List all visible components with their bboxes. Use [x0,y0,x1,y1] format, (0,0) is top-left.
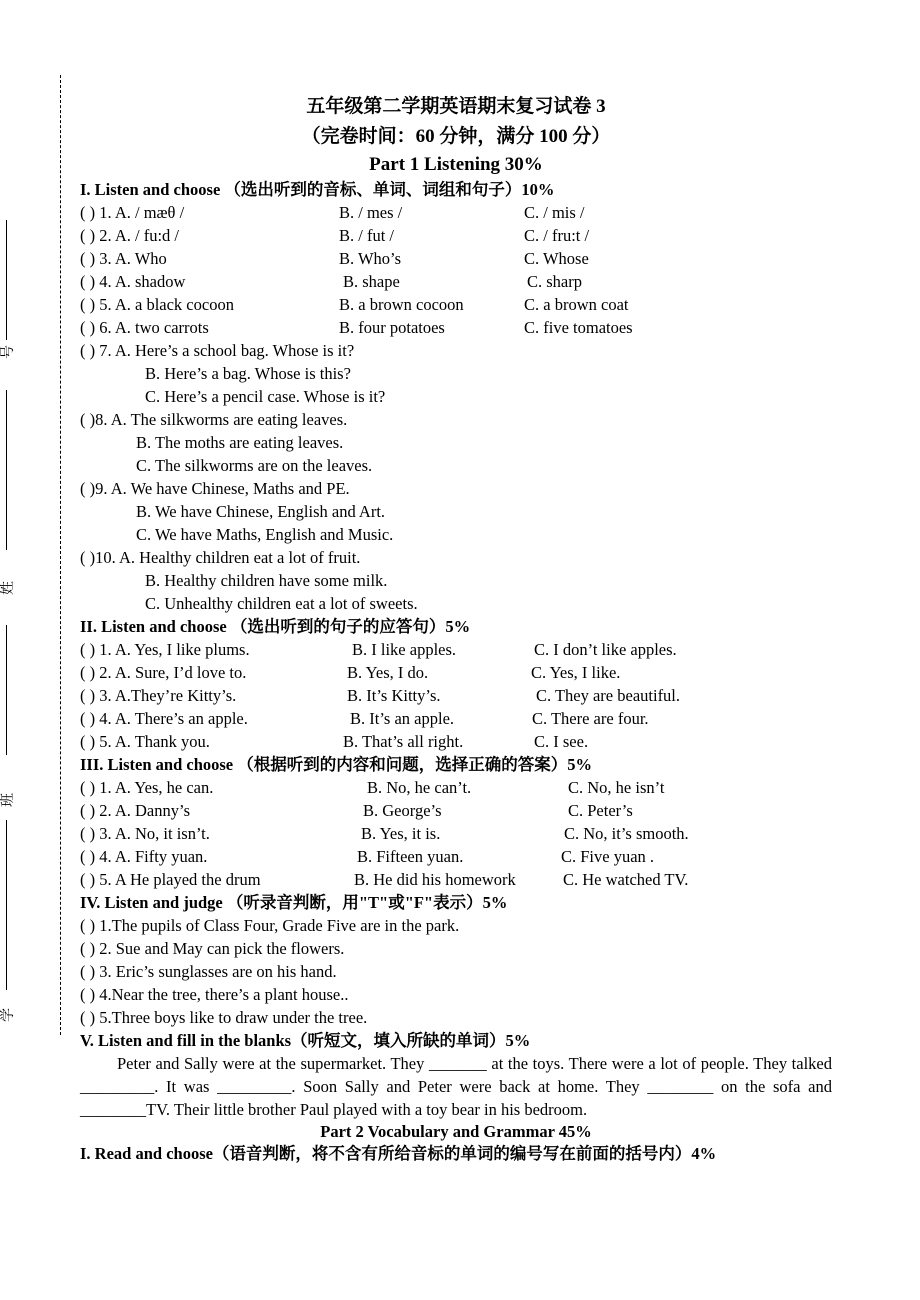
question-row [80,408,832,431]
question-row [80,431,832,454]
option-a: ( ) 2. A. / fu:d / [80,226,179,245]
judge-text: ( ) 3. Eric’s sunglasses are on his hand. [80,962,337,981]
judge-item [80,983,832,1006]
option-c: C. I don’t like apples. [534,640,677,659]
option-a: ( ) 1. A. Yes, he can. [80,778,214,797]
exam-subtitle: （完卷时间：60 分钟，满分 100 分） [301,126,611,147]
option-c: C. five tomatoes [524,318,633,337]
option-b: B. It’s an apple. [350,709,455,728]
option-a: ( ) 3. A. Who [80,249,167,268]
option-a: ( ) 4. A. Fifty yuan. [80,847,208,866]
judge-text: ( ) 2. Sue and May can pick the flowers. [80,939,345,958]
part2-section-1-heading: I. Read and choose（语音判断，将不含有所给音标的单词的编号写在前面的括号内）4% [80,1144,717,1163]
option-c: C. Yes, I like. [531,663,621,682]
part1-title: Part 1 Listening 30% [369,154,543,175]
option-b: B. Who’s [339,249,402,268]
binding-dashed-line [60,75,61,1035]
question-row [80,638,832,661]
option-c: C. sharp [527,272,582,291]
option-a: ( ) 1. A. Yes, I like plums. [80,640,250,659]
option-a: ( ) 2. A. Sure, I’d love to. [80,663,247,682]
question-row [80,730,832,753]
option-b: B. He did his homework [354,870,516,889]
section-3-heading: III. Listen and choose （根据听到的内容和问题，选择正确的答案）5% [80,755,592,774]
option-b: B. I like apples. [352,640,457,659]
option-c: C. Whose [524,249,589,268]
fill-blank-paragraph: Peter and Sally were at the supermarket. They _______ at the toys. There were a lot of people. They talked _________. It was _________. Soon Sally and Peter were back at home. They ________ on the sofa and ________TV. Their little brother Paul played with a toy bear in his bedroom. [80,1054,832,1119]
question-row [80,661,832,684]
option-c: C. a brown coat [524,295,629,314]
question-row [80,592,832,615]
option-b: B. The moths are eating leaves. [136,433,344,452]
section-1-heading: I. Listen and choose （选出听到的音标、单词、词组和句子）10% [80,180,555,199]
question-row [80,845,832,868]
option-a: ( )10. A. Healthy children eat a lot of fruit. [80,548,361,567]
option-c: C. There are four. [532,709,649,728]
question-row [80,822,832,845]
question-row [80,316,832,339]
judge-item [80,914,832,937]
option-a: ( ) 4. A. shadow [80,272,186,291]
question-row [80,546,832,569]
option-c: C. The silkworms are on the leaves. [136,456,373,475]
question-row [80,477,832,500]
question-row [80,569,832,592]
option-a: ( ) 1. A. / mæθ / [80,203,185,222]
question-row [80,776,832,799]
binding-blank-line [6,625,7,755]
question-row [80,224,832,247]
option-c: C. I see. [534,732,589,751]
option-a: ( ) 3. A.They’re Kitty’s. [80,686,237,705]
exam-title: 五年级第二学期英语期末复习试卷 3 [306,96,606,117]
option-b: B. / mes / [339,203,403,222]
part2-title: Part 2 Vocabulary and Grammar 45% [320,1122,592,1141]
judge-item [80,960,832,983]
judge-item [80,937,832,960]
option-b: B. We have Chinese, English and Art. [136,502,386,521]
option-b: B. Yes, I do. [347,663,429,682]
binding-blank-line [6,220,7,340]
question-row [80,270,832,293]
option-b: B. That’s all right. [343,732,464,751]
option-c: C. No, it’s smooth. [564,824,689,843]
option-c: C. He watched TV. [563,870,689,889]
section-4-heading: IV. Listen and judge （听录音判断，用"T"或"F"表示）5% [80,893,508,912]
question-row [80,523,832,546]
option-b: B. George’s [363,801,442,820]
judge-text: ( ) 4.Near the tree, there’s a plant house.. [80,985,349,1004]
question-row [80,385,832,408]
judge-item [80,1006,832,1029]
option-b: B. Healthy children have some milk. [145,571,388,590]
binding-label: 姓 [1,581,16,595]
question-row [80,799,832,822]
binding-label: 号 [1,345,16,359]
option-c: C. Peter’s [568,801,633,820]
option-a: ( )8. A. The silkworms are eating leaves. [80,410,348,429]
option-a: ( ) 2. A. Danny’s [80,801,190,820]
option-c: C. No, he isn’t [568,778,665,797]
option-c: C. Five yuan . [561,847,655,866]
section-2-heading: II. Listen and choose （选出听到的句子的应答句）5% [80,617,471,636]
option-b: B. shape [343,272,400,291]
binding-label: 学 [1,1008,16,1022]
option-b: B. Yes, it is. [361,824,441,843]
question-row [80,500,832,523]
question-row [80,684,832,707]
section-5-heading: V. Listen and fill in the blanks（听短文，填入所缺的单词）5% [80,1031,531,1050]
option-c: C. / mis / [524,203,585,222]
question-row [80,362,832,385]
question-row [80,454,832,477]
option-c: C. We have Maths, English and Music. [136,525,394,544]
option-b: B. Here’s a bag. Whose is this? [145,364,351,383]
option-a: ( )9. A. We have Chinese, Maths and PE. [80,479,350,498]
question-row [80,707,832,730]
option-a: ( ) 5. A. Thank you. [80,732,210,751]
option-c: C. Unhealthy children eat a lot of sweets. [145,594,418,613]
question-row [80,201,832,224]
option-b: B. No, he can’t. [367,778,472,797]
question-row [80,868,832,891]
binding-blank-line [6,820,7,990]
option-a: ( ) 4. A. There’s an apple. [80,709,248,728]
judge-text: ( ) 1.The pupils of Class Four, Grade Five are in the park. [80,916,460,935]
option-b: B. / fut / [339,226,395,245]
binding-margin [0,0,70,1300]
option-b: B. a brown cocoon [339,295,464,314]
option-c: C. Here’s a pencil case. Whose is it? [145,387,386,406]
option-b: B. four potatoes [339,318,445,337]
option-b: B. Fifteen yuan. [357,847,464,866]
binding-blank-line [6,390,7,550]
option-a: ( ) 5. A He played the drum [80,870,261,889]
question-row [80,293,832,316]
option-b: B. It’s Kitty’s. [347,686,441,705]
option-a: ( ) 7. A. Here’s a school bag. Whose is it? [80,341,355,360]
option-c: C. / fru:t / [524,226,590,245]
option-a: ( ) 3. A. No, it isn’t. [80,824,210,843]
question-row [80,247,832,270]
question-row [80,339,832,362]
option-a: ( ) 5. A. a black cocoon [80,295,234,314]
exam-content [80,92,832,1165]
option-c: C. They are beautiful. [536,686,681,705]
binding-label: 班 [1,793,16,807]
judge-text: ( ) 5.Three boys like to draw under the tree. [80,1008,368,1027]
option-a: ( ) 6. A. two carrots [80,318,209,337]
